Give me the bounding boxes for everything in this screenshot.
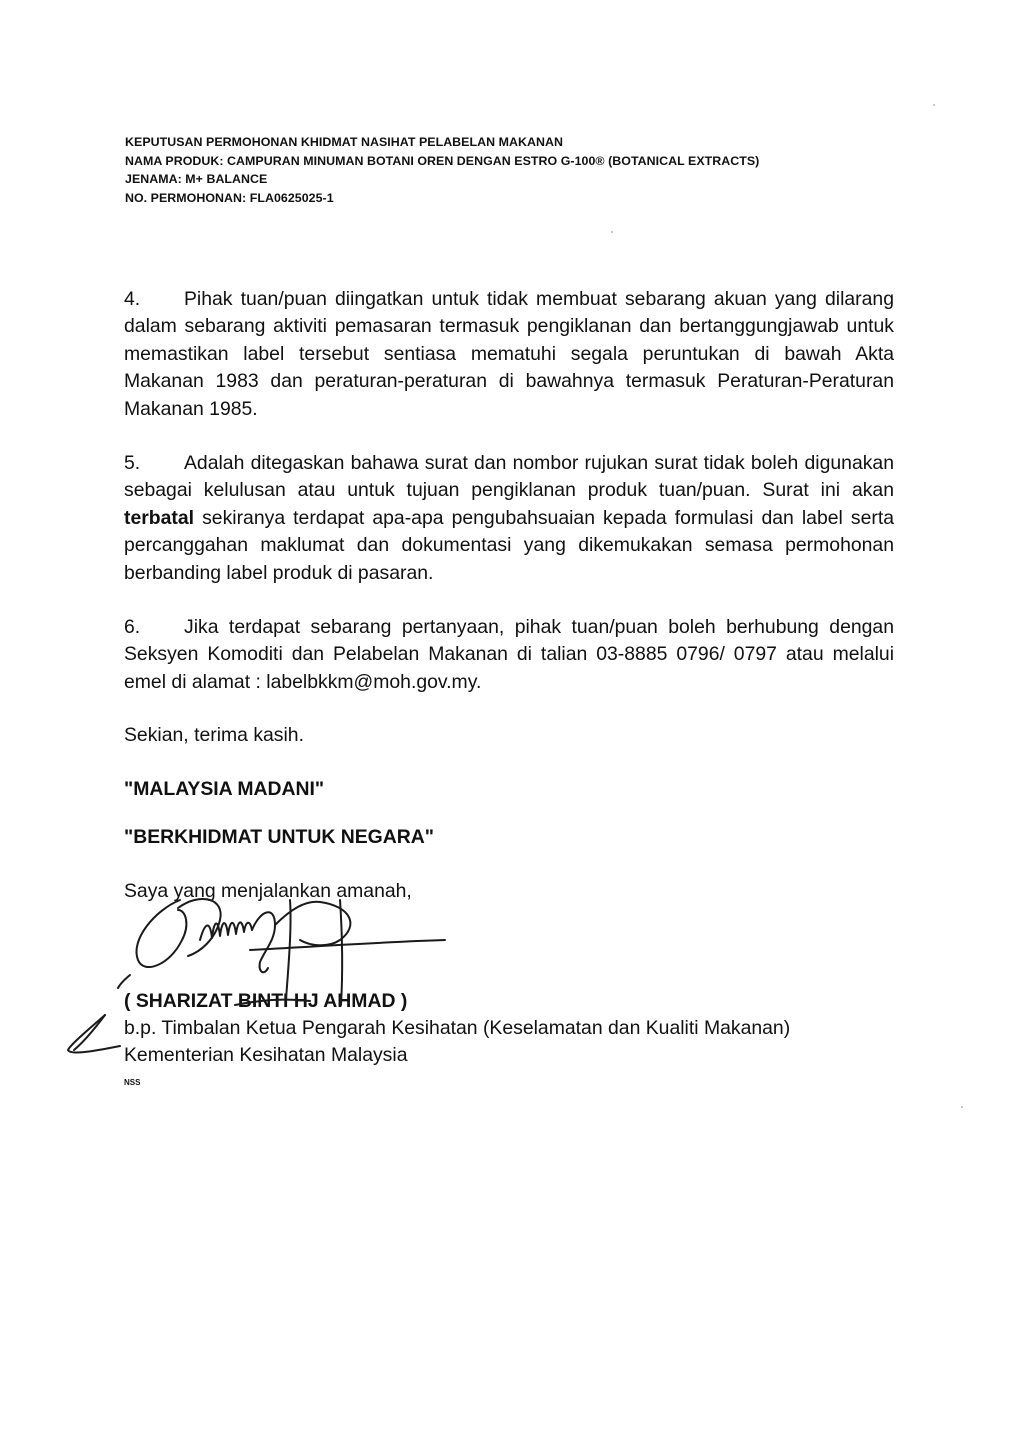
signatory-name: ( SHARIZAT BINTI HJ AHMAD ) [124, 990, 408, 1012]
paragraph-5 [124, 450, 894, 587]
header-title: KEPUTUSAN PERMOHONAN KHIDMAT NASIHAT PELABELAN MAKANAN [125, 135, 563, 149]
paragraph-text: Adalah ditegaskan bahawa surat dan nombor rujukan surat tidak boleh digunakan sebagai kelulusan atau untuk tujuan pengiklanan produk tuan/puan. Surat ini akan [124, 452, 894, 502]
emphasis-terbatal: terbatal [124, 506, 195, 529]
header-application-number: NO. PERMOHONAN: FLA0625025-1 [125, 190, 334, 205]
scan-speck [611, 231, 613, 233]
paragraph-4 [124, 286, 894, 423]
slogan-berkhidmat: "BERKHIDMAT UNTUK NEGARA" [124, 826, 434, 848]
paragraph-text-continued: sekiranya terdapat apa-apa pengubahsuaian kepada formulasi dan label serta percanggahan maklumat dan dokumentasi yang dikemukakan semasa permohonan berbanding label produk di pasaran. [124, 506, 894, 584]
closing-thanks: Sekian, terima kasih. [124, 724, 304, 746]
header-brand: JENAMA: M+ BALANCE [125, 172, 268, 186]
paragraph-number: 5. [124, 452, 141, 474]
paragraph-number: 6. [124, 616, 141, 638]
paragraph-text: Pihak tuan/puan diingatkan untuk tidak membuat sebarang akuan yang dilarang dalam sebarang aktiviti pemasaran termasuk pengiklanan dan bertanggungjawab untuk memastikan label tersebut sentiasa mematuhi segala peruntukan di bawah Akta Makanan 1983 dan peraturan-peraturan di bawahnya termasuk Peraturan-Peraturan Makanan 1985. [124, 288, 894, 420]
typist-initials: NSS [124, 1078, 141, 1087]
header-product-name: NAMA PRODUK: CAMPURAN MINUMAN BOTANI OREN DENGAN ESTRO G-100® (BOTANICAL EXTRACTS) [125, 153, 760, 168]
slogan-malaysia-madani: "MALAYSIA MADANI" [124, 778, 325, 800]
scan-speck [961, 1106, 963, 1108]
closing-amanah: Saya yang menjalankan amanah, [124, 880, 412, 902]
signatory-ministry: Kementerian Kesihatan Malaysia [124, 1044, 408, 1066]
paragraph-6 [124, 614, 894, 696]
handwritten-signature [60, 880, 460, 1070]
letter-header [125, 133, 905, 207]
paragraph-text: Jika terdapat sebarang pertanyaan, pihak tuan/puan boleh berhubung dengan Seksyen Komoditi dan Pelabelan Makanan di talian 03-8885 0796/ 0797 atau melalui emel di alamat : labelbkkm@moh.gov.my. [124, 616, 894, 693]
scan-speck [933, 104, 935, 106]
signatory-title: b.p. Timbalan Ketua Pengarah Kesihatan (Keselamatan dan Kualiti Makanan) [124, 1017, 791, 1039]
paragraph-number: 4. [124, 288, 141, 310]
